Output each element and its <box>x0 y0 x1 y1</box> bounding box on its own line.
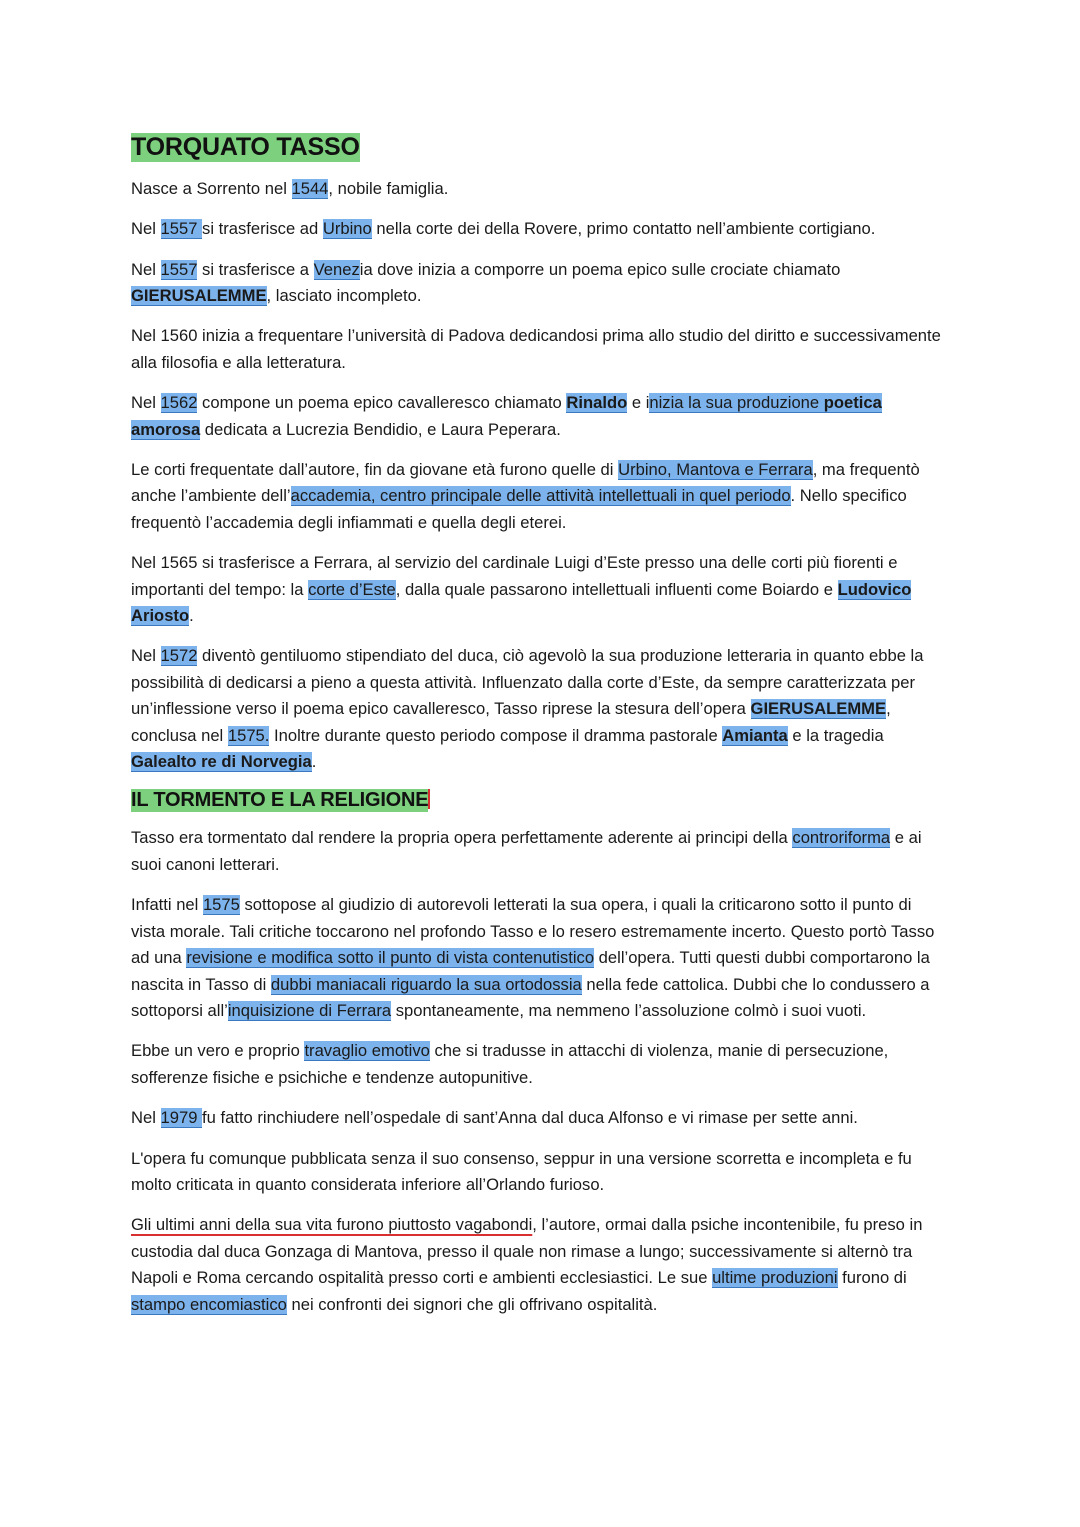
text-run: , dalla quale passarono intellettuali influenti come Boiardo e <box>395 579 838 599</box>
highlighted-text: 1575 <box>202 895 240 915</box>
text-run: nella fede cattolica. Dubbi che lo condussero a sottoporsi all’ <box>131 974 930 1020</box>
text-run: . <box>311 752 317 772</box>
paragraph <box>131 390 950 443</box>
highlighted-text: controriforma <box>792 828 891 848</box>
paragraph <box>131 1105 950 1131</box>
text-run: ia dove inizia a comporre un poema epico sulle crociate chiamato <box>359 259 841 279</box>
paragraph <box>131 643 950 775</box>
section-torment-religion <box>131 825 950 1318</box>
text-run: si trasferisce ad <box>202 219 323 239</box>
text-run: Nel <box>131 1108 161 1128</box>
paragraph <box>131 825 950 878</box>
text-run: compone un poema epico cavalleresco chiamato <box>197 393 567 413</box>
section-biography <box>131 176 950 776</box>
text-run: Nel <box>131 259 161 279</box>
text-run: L'opera fu comunque pubblicata senza il suo consenso, seppur in una versione scorretta e incompleta e fu molto criticata in quanto considerata inferiore all’Orlando furioso. <box>131 1148 912 1194</box>
text-run: , nobile famiglia. <box>328 178 449 198</box>
paragraph <box>131 216 950 242</box>
highlighted-bold-text: GIERUSALEMME <box>131 285 267 305</box>
text-run: e i <box>627 393 650 413</box>
highlighted-text: inquisizione di Ferrara <box>227 1000 392 1020</box>
paragraph <box>131 1212 950 1318</box>
text-run: Nel <box>131 646 161 666</box>
paragraph <box>131 457 950 536</box>
paragraph <box>131 176 950 202</box>
text-run: , conclusa nel <box>131 699 891 745</box>
title-wrap <box>131 133 950 162</box>
text-run: Infatti nel <box>131 895 203 915</box>
highlighted-text: 1979 <box>160 1108 203 1128</box>
text-run: Le corti frequentate dall’autore, fin da giovane età furono quelle di <box>131 460 619 479</box>
text-run: si trasferisce a <box>197 259 314 279</box>
highlighted-bold-text: Galealto re di Norvegia <box>131 752 312 772</box>
highlighted-text: 1557 <box>160 259 198 279</box>
highlighted-bold-text: Rinaldo <box>566 393 628 413</box>
text-run: sottopose al giudizio di autorevoli letterati la sua opera, i quali la criticarono sotto il punto di vista morale. Tali critiche toccarono nel profondo Tasso e lo resero estremamente incerto. Questo portò Tasso ad una <box>131 895 935 968</box>
highlighted-text: dubbi maniacali riguardo la sua ortodossia <box>270 974 582 994</box>
paragraph <box>131 550 950 629</box>
section2-title: IL TORMENTO E LA RELIGIONE <box>131 789 429 812</box>
text-run: Ebbe un vero e proprio <box>131 1041 305 1061</box>
highlighted-bold-text: poetica amorosa <box>131 393 882 439</box>
highlighted-text: 1544 <box>291 178 329 198</box>
text-run: e ai suoi canoni letterari. <box>131 828 922 874</box>
highlighted-text: 1557 <box>160 219 203 239</box>
text-run: Nel 1560 inizia a frequentare l’università di Padova dedicandosi prima allo studio del diritto e successivamente alla filosofia e alla letteratura. <box>131 326 941 372</box>
section2-title-wrap <box>131 789 950 812</box>
text-run: nei confronti dei signori che gli offrivano ospitalità. <box>286 1294 658 1314</box>
text-run: dedicata a Lucrezia Bendidio, e Laura Peperara. <box>200 419 561 439</box>
underlined-text: Gli ultimi anni della sua vita furono piuttosto vagabondi <box>131 1215 533 1235</box>
highlighted-text: Urbino <box>322 219 372 239</box>
paragraph <box>131 1146 950 1199</box>
highlighted-bold-text: Amianta <box>722 725 788 745</box>
highlighted-text: ultime produzioni <box>712 1268 838 1288</box>
highlighted-text: accademia, centro principale delle attività intellettuali in quel periodo <box>290 486 791 506</box>
paragraph <box>131 892 950 1024</box>
paragraph <box>131 257 950 310</box>
highlighted-text: 1572 <box>160 646 198 666</box>
text-run: Tasso era tormentato dal rendere la propria opera perfettamente aderente ai principi della <box>131 828 793 848</box>
highlighted-text: nizia la sua produzione <box>649 393 824 413</box>
highlighted-text: stampo encomiastico <box>131 1294 287 1314</box>
highlighted-text: 1562 <box>160 393 198 413</box>
paragraph <box>131 323 950 376</box>
text-run: . <box>189 606 194 626</box>
text-run: , lasciato incompleto. <box>266 285 422 305</box>
highlighted-text: 1575. <box>227 725 270 745</box>
text-run: fu fatto rinchiudere nell’ospedale di sant’Anna dal duca Alfonso e vi rimase per sette anni. <box>202 1108 858 1128</box>
highlighted-text: travaglio emotivo <box>304 1041 430 1061</box>
text-run: nella corte dei della Rovere, primo contatto nell’ambiente cortigiano. <box>371 219 876 239</box>
text-run: spontaneamente, ma nemmeno l’assoluzione colmò i suoi vuoti. <box>391 1000 867 1020</box>
highlighted-bold-text: GIERUSALEMME <box>750 699 887 719</box>
highlighted-text: Urbino, Mantova e Ferrara <box>618 460 813 479</box>
text-run: furono di <box>837 1268 907 1288</box>
highlighted-bold-text: Ludovico Ariosto <box>131 579 912 626</box>
text-run: , l’autore, ormai dalla psiche incontenibile, fu preso in custodia dal duca Gonzaga di Mantova, presso il quale non rimase a lungo; successivamente si alternò tra Napoli e Roma cercando ospitalità presso corti e ambienti ecclesiastici. Le sue <box>131 1215 923 1288</box>
text-run: . Nello specifico frequentò l’accademia degli infiammati e quella degli eterei. <box>131 486 907 532</box>
text-run: , ma frequentò anche l’ambiente dell’ <box>131 460 920 506</box>
text-cursor-icon <box>428 789 430 809</box>
text-run: Nasce a Sorrento nel <box>131 178 292 198</box>
text-run: diventò gentiluomo stipendiato del duca, ciò agevolò la sua produzione letteraria in quanto ebbe la possibilità di dedicarsi a pieno a questa attività. Influenzato dalla corte d’Este, da sempre caratterizzata per un’inflessione verso il poema epico cavalleresco, Tasso riprese la stesura dell’opera <box>131 646 924 719</box>
text-run: Nel <box>131 219 161 239</box>
text-run: Nel <box>131 393 161 413</box>
highlighted-text: Venez <box>313 259 360 279</box>
text-run: Inoltre durante questo periodo compose il dramma pastorale <box>269 725 723 745</box>
document-title: TORQUATO TASSO <box>131 133 360 161</box>
text-run: Nel 1565 si trasferisce a Ferrara, al servizio del cardinale Luigi d’Este presso una delle corti più fiorenti e importanti del tempo: la <box>131 553 898 599</box>
text-run: dell’opera. Tutti questi dubbi comportarono la nascita in Tasso di <box>131 948 930 994</box>
highlighted-text: corte d’Este <box>308 579 396 599</box>
highlighted-text: revisione e modifica sotto il punto di vista contenutistico <box>186 948 595 968</box>
paragraph <box>131 1038 950 1091</box>
text-run: che si tradusse in attacchi di violenza, manie di persecuzione, sofferenze fisiche e psichiche e tendenze autopunitive. <box>131 1041 889 1087</box>
text-run: e la tragedia <box>787 725 884 745</box>
